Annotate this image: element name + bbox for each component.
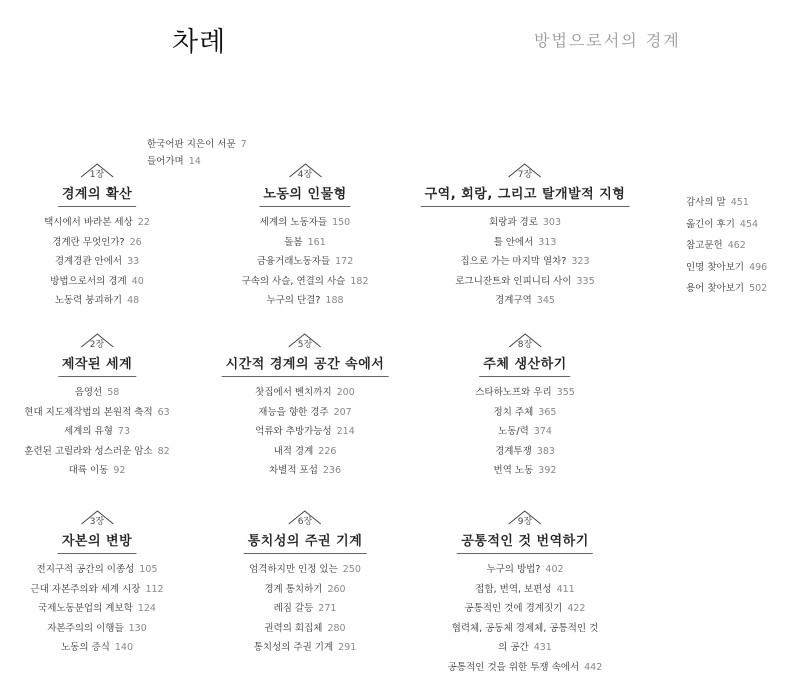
back-matter-item[interactable]: 용어 찾아보기 502	[686, 283, 768, 294]
entry-label: 돌봄	[284, 236, 303, 248]
toc-entry[interactable]	[495, 291, 555, 311]
chapter-number: 4장	[297, 170, 313, 180]
entry-page: 40	[131, 275, 144, 287]
toc-entry[interactable]	[266, 291, 343, 311]
toc-entry[interactable]	[494, 233, 557, 253]
prelim-item-intro[interactable]	[147, 153, 201, 167]
entry-label: 접합, 번역, 보편성	[475, 583, 552, 595]
toc-entry[interactable]	[30, 580, 163, 600]
entry-page: 130	[128, 622, 147, 634]
toc-entry[interactable]	[452, 619, 599, 639]
toc-entry[interactable]	[494, 461, 557, 481]
toc-entry[interactable]	[255, 383, 355, 403]
toc-entry[interactable]	[455, 272, 594, 292]
chapter-title[interactable]: 노동의 인물형	[259, 181, 350, 207]
chapter-number: 6장	[297, 517, 313, 527]
back-matter-item[interactable]: 감사의 말 451	[686, 197, 749, 208]
chapter-number: 9장	[517, 517, 533, 527]
entry-label: 대륙 이동	[68, 465, 109, 476]
toc-entry[interactable]	[255, 422, 355, 442]
chapter-title[interactable]: 제작된 세계	[58, 351, 136, 377]
entry-label: 번역 노동	[493, 465, 534, 476]
toc-entry[interactable]	[249, 560, 361, 580]
chapter-title[interactable]: 구역, 회랑, 그리고 탈개발적 지형	[421, 181, 630, 207]
prelim-page: 14	[188, 156, 201, 167]
entry-label: 회랑과 경로	[488, 217, 538, 228]
entry-page: 345	[536, 295, 555, 306]
chapter-number: 7장	[517, 170, 533, 180]
entry-page: 383	[536, 445, 555, 457]
toc-entry[interactable]	[24, 403, 169, 423]
entry-label: 경계란 무엇인가?	[52, 236, 125, 248]
chapter-title[interactable]: 주체 생산하기	[479, 351, 570, 377]
toc-entry[interactable]	[257, 252, 354, 272]
entry-label: 훈련된 고릴라와 성스러운 암소	[24, 445, 153, 457]
entry-label: 내적 경계	[273, 445, 314, 457]
entry-page: 172	[335, 256, 354, 267]
entry-page: 411	[556, 583, 575, 595]
toc-entry[interactable]	[24, 442, 169, 462]
entry-label: 레짐 갈등	[273, 603, 314, 614]
entry-page: 200	[336, 387, 355, 398]
toc-entry[interactable]	[475, 580, 574, 600]
entry-label: 스타하노프와 우리	[475, 387, 552, 398]
chapter-number: 8장	[517, 340, 533, 350]
toc-entry[interactable]	[254, 638, 357, 658]
toc-entry[interactable]	[64, 422, 130, 442]
entry-page: 82	[157, 445, 170, 457]
entry-label: 경계경관 안에서	[54, 256, 123, 267]
toc-entry[interactable]	[475, 383, 575, 403]
chapter-number: 1장	[89, 170, 105, 180]
entry-label: 차별적 포섭	[268, 465, 318, 476]
entry-page: 236	[322, 465, 342, 476]
entry-label: 국제노동분업의 계보학	[38, 603, 133, 614]
page-title: 차례	[172, 27, 227, 58]
entry-page: 140	[114, 642, 134, 653]
chapter-title[interactable]: 공통적인 것 번역하기	[457, 528, 593, 554]
entry-page: 280	[327, 622, 346, 634]
entry-page: 48	[127, 295, 140, 306]
toc-entry[interactable]	[55, 291, 139, 311]
entry-page: 124	[137, 603, 156, 614]
entry-page: 313	[538, 236, 557, 248]
entry-page: 291	[338, 642, 357, 653]
toc-entry[interactable]	[61, 638, 133, 658]
chapter-number: 5장	[297, 340, 313, 350]
entry-label: 자본주의의 이행들	[47, 622, 124, 634]
toc-entry[interactable]	[242, 272, 369, 292]
entry-page: 182	[350, 275, 369, 287]
prelim-page: 7	[240, 139, 247, 150]
entry-label: 재능을 향한 경주	[258, 406, 329, 418]
entry-label: 세계의 노동자들	[259, 217, 328, 228]
chapter-title[interactable]: 통치성의 주권 기계	[244, 528, 367, 554]
entry-label: 금융거래노동자들	[256, 256, 331, 267]
toc-entry[interactable]	[264, 580, 345, 600]
chapter-number: 2장	[89, 340, 105, 350]
toc-entry[interactable]	[47, 619, 147, 639]
entry-page: 214	[336, 426, 355, 437]
entry-label: 로그니잔트와 인피니티 사이	[455, 275, 572, 287]
entry-label: 의 공간	[498, 642, 529, 653]
entry-page: 422	[567, 603, 586, 614]
back-matter-item[interactable]: 참고문헌 462	[686, 240, 746, 251]
entry-page: 63	[157, 406, 170, 418]
entry-label: 구속의 사슬, 연결의 사슬	[241, 275, 346, 287]
entry-label: 누구의 방법?	[486, 564, 541, 575]
toc-entry[interactable]	[284, 233, 326, 253]
entry-page: 392	[538, 465, 557, 476]
back-matter-item[interactable]: 인명 찾아보기 496	[686, 261, 768, 273]
entry-page: 271	[318, 603, 337, 614]
entry-label: 권력의 회집체	[264, 622, 323, 634]
entry-page: 58	[107, 387, 120, 398]
entry-label: 경계투쟁	[495, 445, 532, 457]
back-matter-item[interactable]: 옮긴이 후기 454	[686, 218, 759, 230]
entry-page: 442	[584, 661, 603, 673]
entry-label: 근대 자본주의와 세계 시장	[30, 583, 141, 595]
entry-page: 92	[113, 465, 126, 476]
toc-entry[interactable]	[264, 619, 345, 639]
toc-entry[interactable]	[495, 442, 555, 462]
chapter-title[interactable]: 경계의 확산	[58, 181, 136, 207]
entry-label: 택시에서 바라본 세상	[44, 217, 133, 228]
toc-entry[interactable]	[486, 560, 563, 580]
toc-entry[interactable]	[37, 560, 158, 580]
toc-entry[interactable]	[274, 442, 337, 462]
entry-page: 33	[127, 256, 140, 267]
entry-page: 323	[571, 256, 590, 267]
entry-label: 공통적인 것에 경계짓기	[464, 603, 563, 614]
prelim-label: 들어가며	[147, 156, 184, 167]
toc-entry[interactable]	[489, 213, 561, 233]
toc-entry[interactable]	[274, 599, 337, 619]
entry-label: 공통적인 것을 위한 투쟁 속에서	[447, 661, 580, 673]
entry-label: 틀 안에서	[493, 236, 534, 248]
toc-entry[interactable]	[448, 658, 603, 678]
entry-label: 통치성의 주권 기계	[253, 642, 334, 653]
toc-entry[interactable]	[44, 213, 150, 233]
entry-page: 22	[137, 217, 150, 228]
toc-entry[interactable]	[50, 272, 144, 292]
entry-label: 찻집에서 벤치까지	[255, 387, 332, 398]
toc-entry[interactable]	[494, 403, 557, 423]
prelim-label: 한국어판 지은이 서문	[147, 139, 236, 150]
toc-entry[interactable]	[258, 403, 351, 423]
entry-label: 누구의 단결?	[266, 295, 321, 306]
entry-label: 현대 지도제작법의 본원적 축적	[24, 406, 153, 418]
entry-label: 전지구적 공간의 이종성	[36, 564, 135, 575]
toc-entry[interactable]	[269, 461, 341, 481]
entry-label: 음영선	[74, 387, 103, 398]
toc-entry[interactable]	[75, 383, 120, 403]
toc-entry[interactable]	[38, 599, 156, 619]
prelim-item-preface[interactable]	[147, 136, 247, 150]
toc-entry[interactable]	[498, 638, 552, 658]
back-matter-list	[686, 192, 786, 300]
entry-label: 노동력 붕괴하기	[54, 295, 123, 306]
entry-page: 207	[333, 406, 352, 418]
entry-page: 105	[139, 564, 158, 575]
entry-label: 정치 주체	[493, 406, 534, 418]
toc-entry[interactable]	[460, 252, 589, 272]
entry-page: 335	[576, 275, 595, 287]
entry-label: 세계의 유형	[64, 426, 113, 437]
entry-label: 협력체, 공동체 경제체, 공통적인 것	[451, 622, 599, 634]
entry-page: 112	[145, 583, 164, 595]
toc-entry[interactable]	[465, 599, 586, 619]
entry-label: 노동의 증식	[60, 642, 110, 653]
entry-page: 26	[129, 236, 142, 248]
entry-page: 150	[332, 217, 351, 228]
entry-label: 경계구역	[495, 295, 532, 306]
entry-page: 303	[542, 217, 562, 228]
toc-entry[interactable]	[260, 213, 350, 233]
entry-label: 집으로 가는 마지막 열차?	[460, 256, 567, 267]
entry-page: 355	[556, 387, 575, 398]
entry-page: 365	[538, 406, 557, 418]
chapter-number: 3장	[89, 517, 105, 527]
entry-label: 방법으로서의 경계	[50, 275, 127, 287]
book-title: 방법으로서의 경계	[534, 31, 681, 50]
chapter-title[interactable]: 시간적 경계의 공간 속에서	[222, 351, 389, 377]
entry-page: 250	[342, 564, 361, 575]
toc-entry[interactable]	[69, 461, 126, 481]
entry-label: 노동/력	[498, 426, 529, 437]
chapter-title[interactable]: 자본의 변방	[58, 528, 136, 554]
entry-page: 260	[327, 583, 346, 595]
toc-entry[interactable]	[498, 422, 552, 442]
entry-page: 402	[545, 564, 564, 575]
entry-page: 161	[307, 236, 326, 248]
entry-label: 억류와 추방가능성	[255, 426, 332, 437]
entry-page: 374	[533, 426, 552, 437]
entry-label: 경계 통치하기	[264, 583, 323, 595]
entry-page: 226	[318, 445, 337, 457]
toc-entry[interactable]	[52, 233, 141, 253]
entry-label: 엄격하지만 인정 있는	[249, 564, 338, 575]
entry-page: 431	[533, 642, 552, 653]
entry-page: 188	[325, 295, 344, 306]
entry-page: 73	[117, 426, 130, 437]
toc-entry[interactable]	[55, 252, 139, 272]
